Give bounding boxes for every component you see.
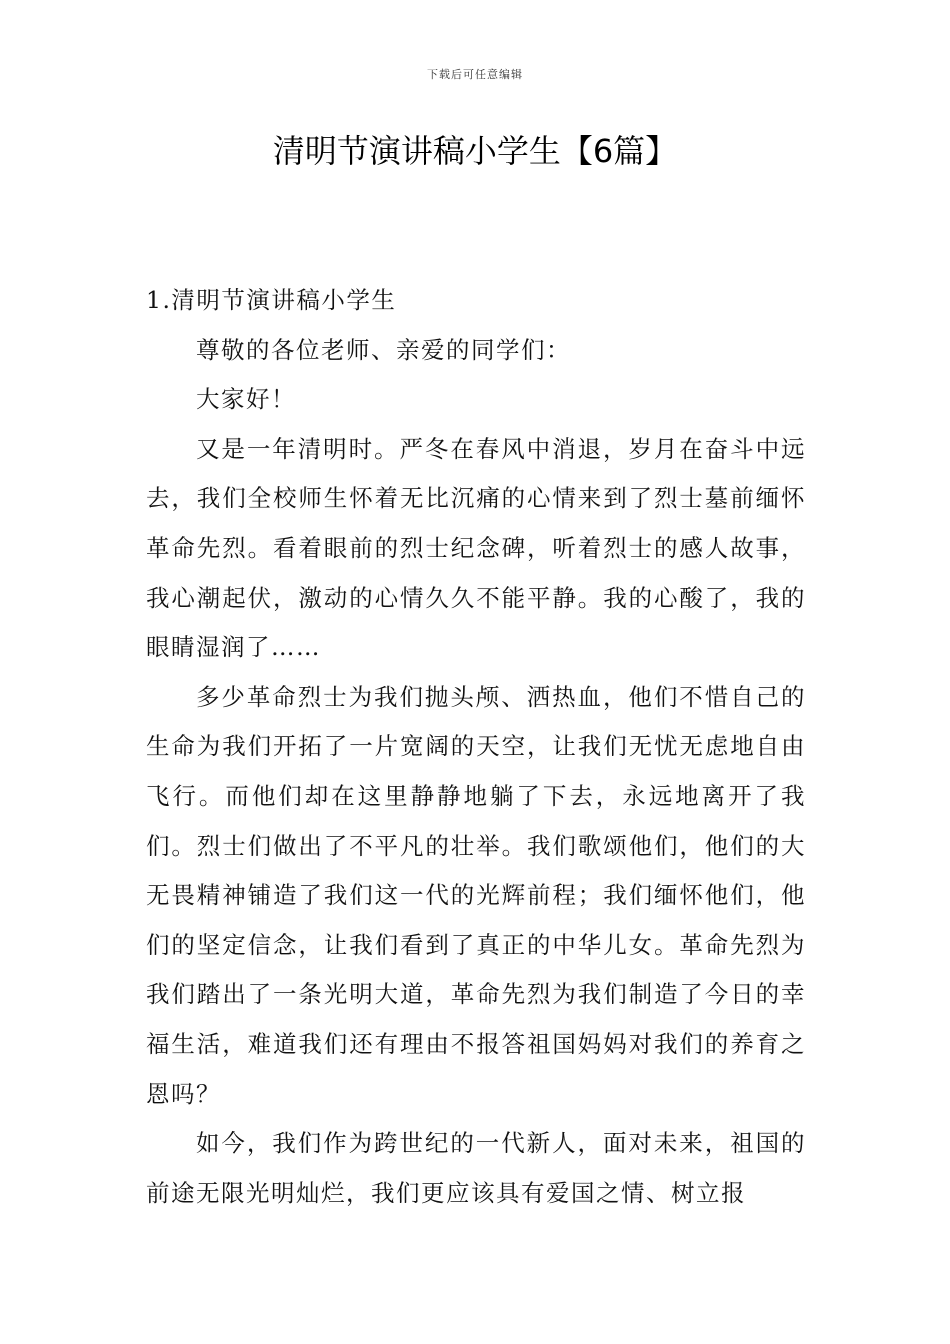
section-heading: 1.清明节演讲稿小学生	[146, 286, 397, 314]
body-paragraph: 多少革命烈士为我们抛头颅、洒热血，他们不惜自己的生命为我们开拓了一片宽阔的天空，让我们无忧无虑地自由飞行。而他们却在这里静静地躺了下去，永远地离开了我们。烈士们做出了不平凡的壮举。我们歌颂他们，他们的大无畏精神铺造了我们这一代的光辉前程；我们缅怀他们，他们的坚定信念，让我们看到了真正的中华儿女。革命先烈为我们踏出了一条光明大道，革命先烈为我们制造了今日的幸福生活，难道我们还有理由不报答祖国妈妈对我们的养育之恩吗？	[146, 682, 806, 1108]
greeting-paragraph: 大家好！	[196, 385, 296, 414]
body-paragraph: 又是一年清明时。严冬在春风中消退，岁月在奋斗中远去，我们全校师生怀着无比沉痛的心情来到了烈士墓前缅怀革命先烈。看着眼前的烈士纪念碑，听着烈士的感人故事，我心潮起伏，激动的心情久久不能平静。我的心酸了，我的眼睛湿润了……	[146, 434, 806, 662]
header-note: 下载后可任意编辑	[427, 68, 523, 81]
salutation-paragraph: 尊敬的各位老师、亲爱的同学们：	[196, 335, 571, 364]
body-paragraph: 如今，我们作为跨世纪的一代新人，面对未来，祖国的前途无限光明灿烂，我们更应该具有爱国之情、树立报	[146, 1129, 806, 1207]
document-body	[146, 276, 806, 1218]
document-title: 清明节演讲稿小学生【6篇】	[272, 132, 678, 170]
